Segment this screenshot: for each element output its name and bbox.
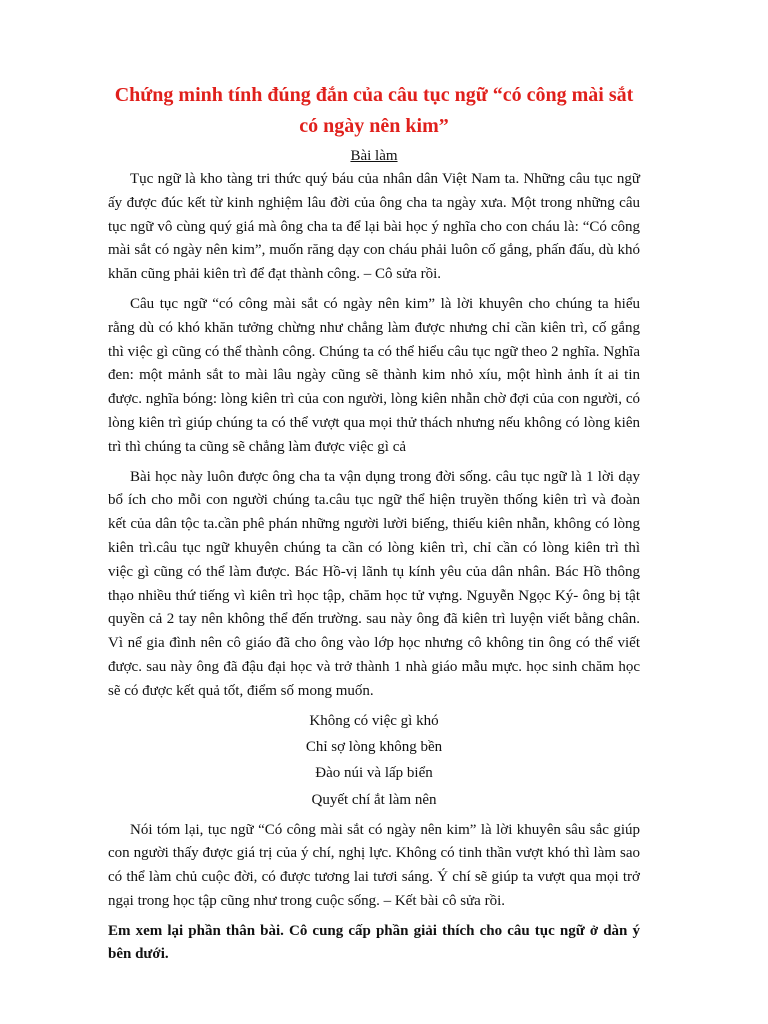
document-subtitle: Bài làm	[350, 148, 398, 164]
poem-block	[108, 710, 640, 813]
teacher-note: Em xem lại phần thân bài. Cô cung cấp phần giải thích cho câu tục ngữ ở dàn ý bên dưới.	[108, 922, 640, 963]
poem-line-3: Đào núi và lấp biển	[315, 765, 433, 782]
poem-line-4: Quyết chí ắt làm nên	[311, 791, 437, 808]
document-page	[108, 80, 640, 967]
poem-line-1: Không có việc gì khó	[309, 712, 439, 729]
document-title: Chứng minh tính đúng đắn của câu tục ngữ “có công mài sắt có ngày nên kim”	[114, 84, 634, 137]
body-paragraph-2: Bài học này luôn được ông cha ta vận dụng trong đời sống. câu tục ngữ là 1 lời dạy bổ ích cho mỗi con người chúng ta.câu tục ngữ thể hiện truyền thống kiên trì và đoàn kết của dân tộc ta.cần phê phán những người lười biếng, thiếu kiên nhẫn, không có lòng kiên trì.câu tục ngữ khuyên chúng ta cần có lòng kiên trì, chỉ cần có lòng kiên trì thì việc gì cũng có thể làm được. Bác Hồ-vị lãnh tụ kính yêu của dân nhân. Bác Hồ thông thạo nhiều thứ tiếng vì kiên trì học tập, chăm học tử vựng. Nguyễn Ngọc Ký- ông bị tật quyền cả 2 tay nên không thể đến trường. sau này ông đã kiên trì luyện viết bằng chân. Vì nể gia đình nên cô giáo đã cho ông vào lớp học nhưng cô không tin ông có thể viết được. sau này ông đã đậu đại học và trở thành 1 nhà giáo mẫu mực. học sinh chăm học sẽ có được kết quả tốt, điểm số mong muốn.	[108, 468, 640, 699]
poem-line-2: Chỉ sợ lòng không bền	[305, 738, 443, 755]
conclusion-paragraph: Nói tóm lại, tục ngữ “Có công mài sắt có ngày nên kim” là lời khuyên sâu sắc giúp con người thấy được giá trị của ý chí, nghị lực. Không có tinh thần vượt khó thì làm sao có thể làm chủ cuộc đời, có được tương lai tươi sáng. Ý chí sẽ giúp ta vượt qua mọi trở ngại trong học tập cũng như trong cuộc sống. – Kết bài cô sửa rồi.	[108, 821, 640, 909]
intro-paragraph: Tục ngữ là kho tàng tri thức quý báu của nhân dân Việt Nam ta. Những câu tục ngữ ấy được đúc kết từ kinh nghiệm lâu đời của ông cha ta ngày xưa. Một trong những câu tục ngữ vô cùng quý giá mà ông cha ta để lại bài học ý nghĩa cho con cháu là: “Có công mài sắt có ngày nên kim”, muốn răng dạy con cháu phải luôn cố gắng, phấn đấu, dù khó khăn cũng phải kiên trì để đạt thành công. – Cô sửa rồi.	[108, 171, 640, 283]
body-paragraph-1: Câu tục ngữ “có công mài sắt có ngày nên kim” là lời khuyên cho chúng ta hiểu rằng dù có khó khăn tưởng chừng như chẳng làm được nhưng chỉ cần kiên trì, cố gắng thì việc gì cũng có thể thành công. Chúng ta có thể hiểu câu tục ngữ theo 2 nghĩa. Nghĩa đen: một mảnh sắt to mài lâu ngày cũng sẽ thành kim nhỏ xíu, một hình ảnh ít ai tin được. nghĩa bóng: lòng kiên trì của con người, lòng kiên nhẫn chờ đợi của con người, có lòng kiên trì giúp chúng ta có thể vượt qua mọi thử thách nhưng nếu không có lòng kiên trì thì chúng ta cũng sẽ chẳng làm được việc gì cả	[108, 295, 640, 455]
